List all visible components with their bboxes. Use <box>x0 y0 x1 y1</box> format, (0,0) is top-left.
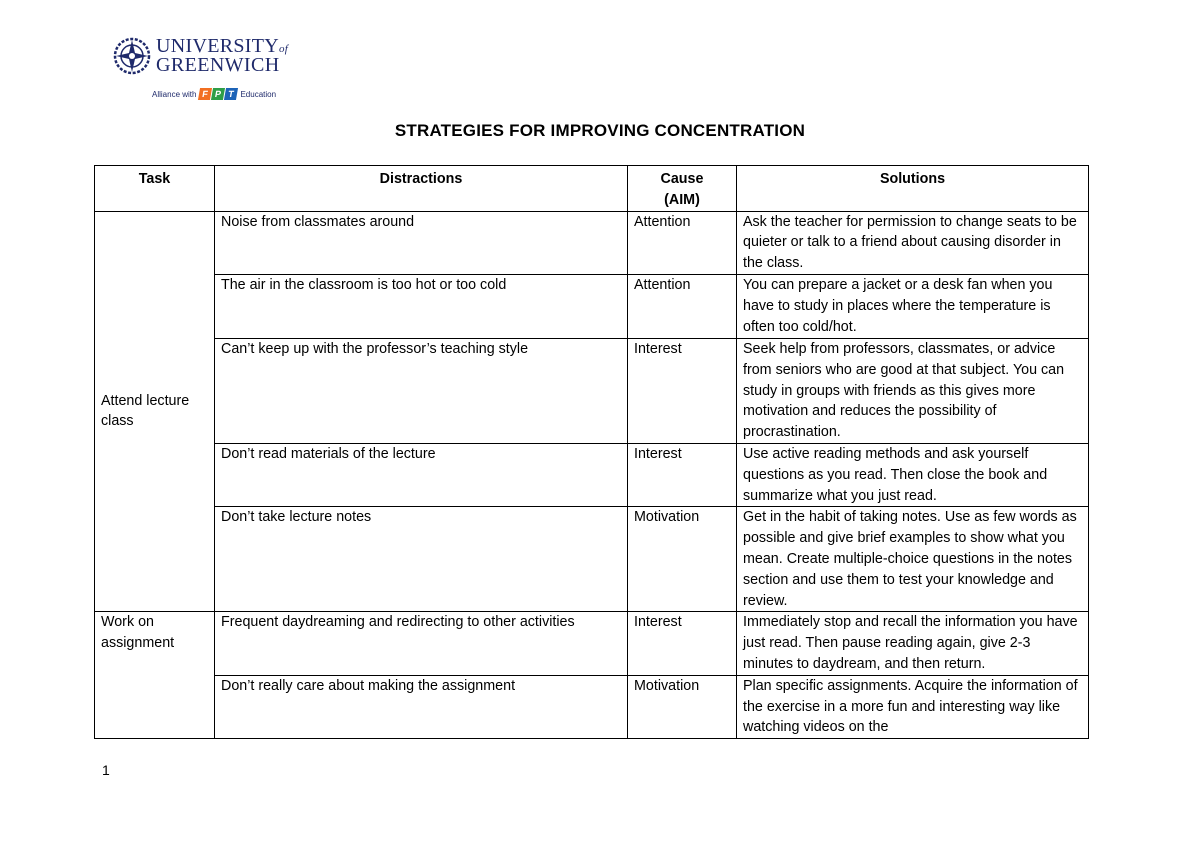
logo-alliance-line <box>152 88 276 100</box>
task-cell: Work on assignment <box>95 612 215 739</box>
strategies-table <box>94 165 1089 739</box>
solution-cell: Use active reading methods and ask yourself questions as you read. Then close the book and summarize what you just read. <box>737 443 1089 506</box>
page-number: 1 <box>102 762 110 778</box>
header-cause: Cause (AIM) <box>628 166 737 212</box>
distraction-cell: Noise from classmates around <box>215 211 628 274</box>
university-crest-icon <box>112 36 152 76</box>
fpt-logo-icon <box>199 88 237 100</box>
fpt-letter: F <box>198 88 212 100</box>
solution-cell: Ask the teacher for permission to change seats to be quieter or talk to a friend about causing disorder in the class. <box>737 211 1089 274</box>
distraction-cell: Don’t read materials of the lecture <box>215 443 628 506</box>
alliance-text: Alliance with <box>152 89 197 99</box>
header-task: Task <box>95 166 215 212</box>
cause-cell: Interest <box>628 443 737 506</box>
cause-cell: Interest <box>628 612 737 675</box>
distraction-cell: Don’t take lecture notes <box>215 507 628 612</box>
page-title: STRATEGIES FOR IMPROVING CONCENTRATION <box>394 121 806 140</box>
cause-cell: Motivation <box>628 675 737 738</box>
fpt-letter: P <box>211 88 225 100</box>
task-cell: Attend lecture class <box>95 211 215 612</box>
fpt-letter: T <box>224 88 238 100</box>
education-text: Education <box>240 89 277 99</box>
solution-cell: You can prepare a jacket or a desk fan when you have to study in places where the temperature is often too cold/hot. <box>737 274 1089 338</box>
table-row <box>95 443 1089 506</box>
table-row <box>95 675 1089 738</box>
table-body <box>95 211 1089 739</box>
table-row <box>95 338 1089 443</box>
distraction-cell: Frequent daydreaming and redirecting to other activities <box>215 612 628 675</box>
cause-cell: Motivation <box>628 507 737 612</box>
cause-cell: Interest <box>628 338 737 443</box>
solution-cell: Seek help from professors, classmates, or advice from seniors who are good at that subject. You can study in groups with friends as this gives more motivation and reduces the possibility of procrastination. <box>737 338 1089 443</box>
cause-cell: Attention <box>628 211 737 274</box>
logo-university-text: UNIVERSITYof <box>156 35 289 57</box>
table-row <box>95 612 1089 675</box>
distraction-cell: Don’t really care about making the assignment <box>215 675 628 738</box>
solution-cell: Plan specific assignments. Acquire the information of the exercise in a more fun and interesting way like watching videos on the <box>737 675 1089 738</box>
distraction-cell: Can’t keep up with the professor’s teaching style <box>215 338 628 443</box>
distraction-cell: The air in the classroom is too hot or too cold <box>215 274 628 338</box>
university-logo <box>112 36 292 110</box>
header-solutions: Solutions <box>737 166 1089 212</box>
solution-cell: Immediately stop and recall the information you have just read. Then pause reading again, give 2-3 minutes to daydream, and then return. <box>737 612 1089 675</box>
table-row <box>95 274 1089 338</box>
table-row <box>95 507 1089 612</box>
header-distractions: Distractions <box>215 166 628 212</box>
solution-cell: Get in the habit of taking notes. Use as few words as possible and give brief examples to show what you mean. Create multiple-choice questions in the notes section and use them to test your knowledge and review. <box>737 507 1089 612</box>
logo-greenwich-text: GREENWICH <box>156 54 280 76</box>
cause-cell: Attention <box>628 274 737 338</box>
table-row <box>95 211 1089 274</box>
table-header-row <box>95 166 1089 212</box>
